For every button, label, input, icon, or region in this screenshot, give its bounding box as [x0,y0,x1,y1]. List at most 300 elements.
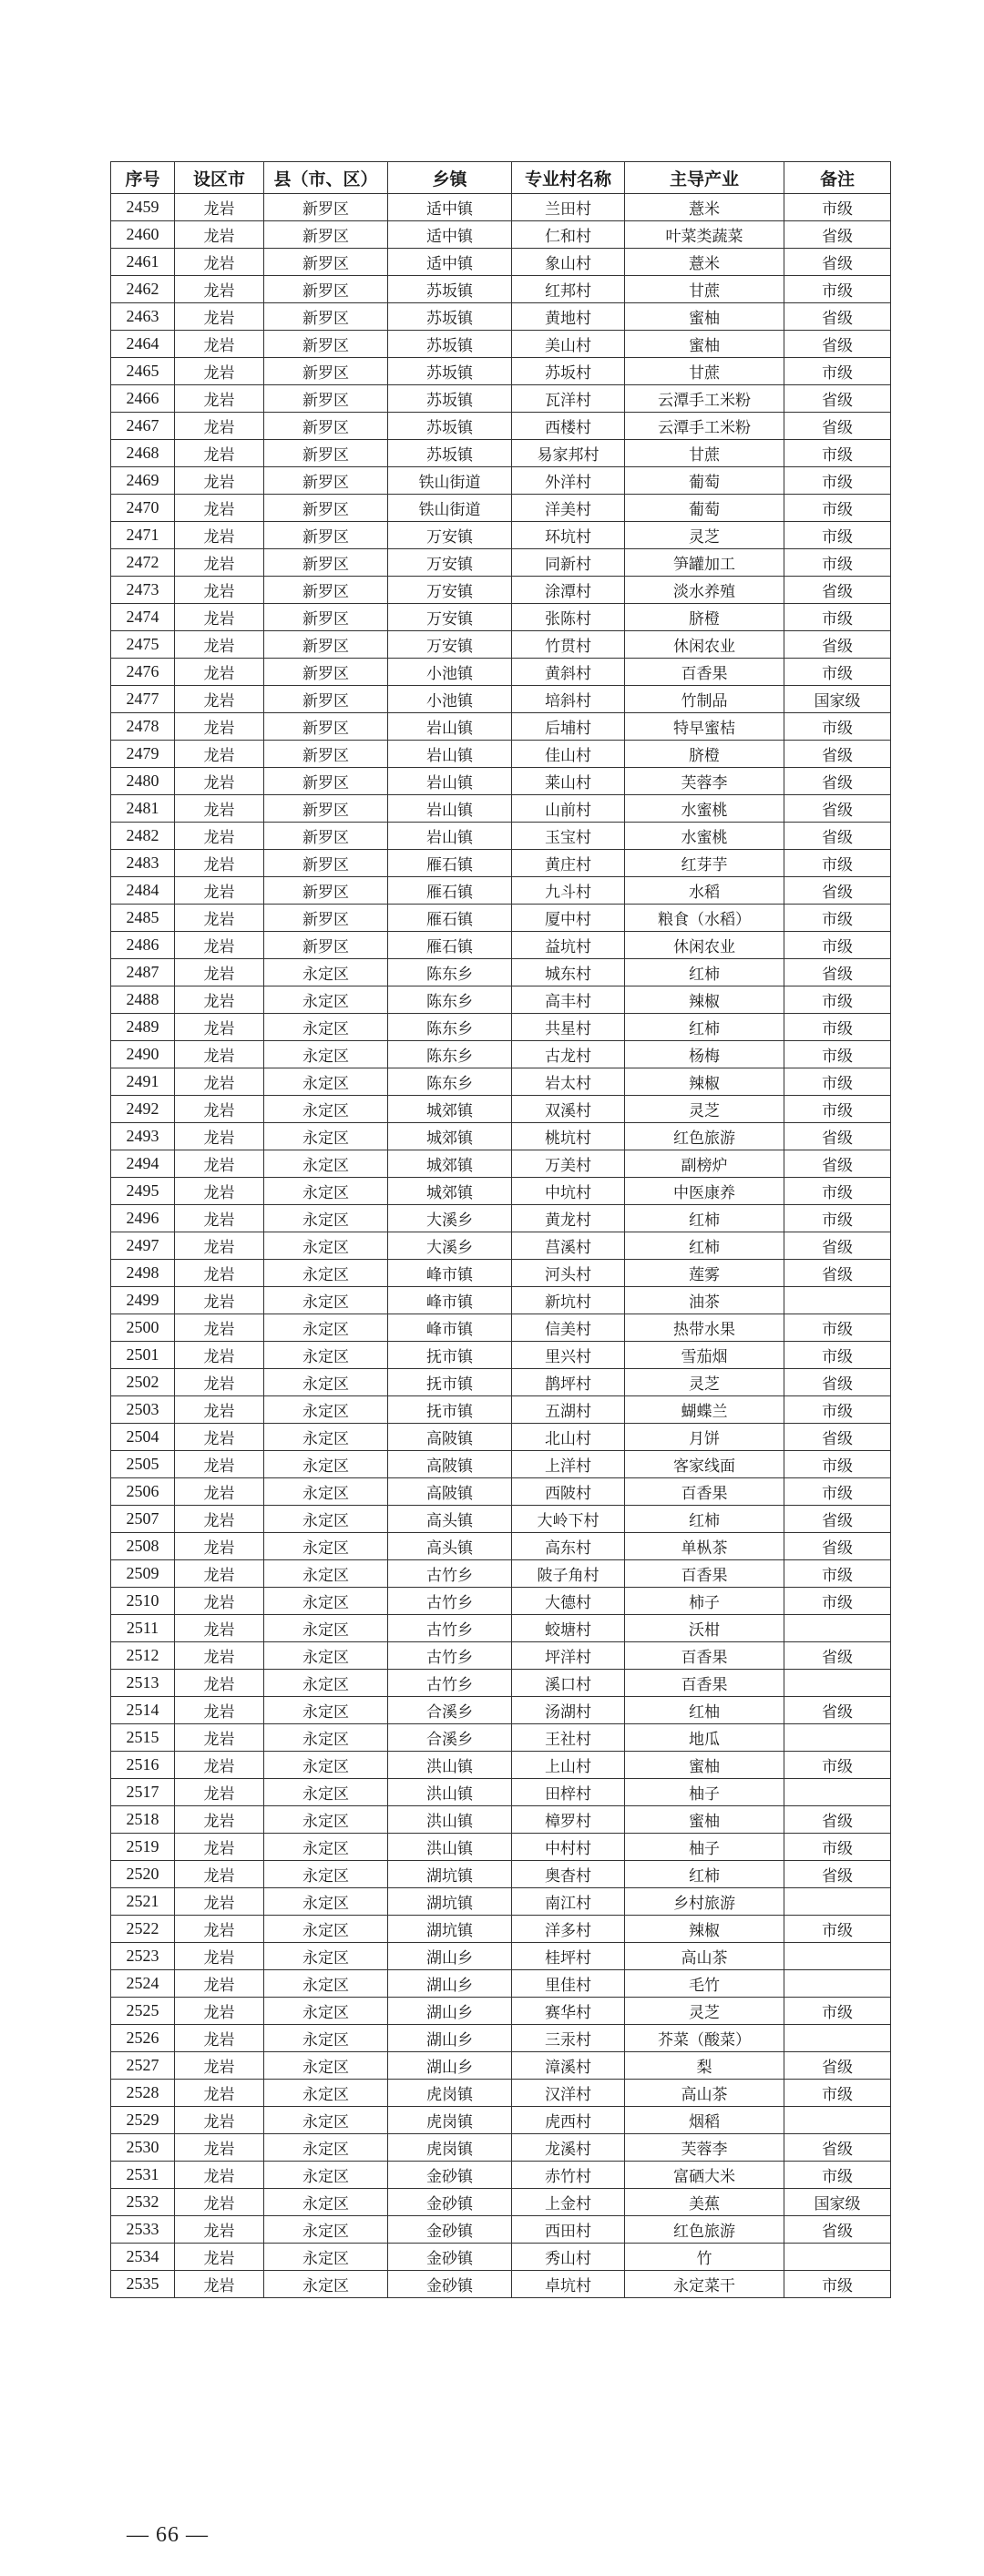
cell-industry: 辣椒 [625,1068,784,1096]
cell-city: 龙岩 [175,2271,264,2298]
table-row [111,768,891,795]
cell-county: 永定区 [264,1369,388,1396]
cell-index: 2474 [111,604,175,631]
cell-city: 龙岩 [175,1123,264,1150]
cell-remark: 省级 [784,1424,891,1451]
cell-county: 永定区 [264,1205,388,1232]
cell-industry: 柚子 [625,1779,784,1806]
cell-village: 漳溪村 [512,2052,625,2080]
cell-village: 里佳村 [512,1970,625,1998]
table-row [111,2271,891,2298]
table-row [111,713,891,741]
cell-village: 瓦洋村 [512,385,625,413]
cell-index: 2499 [111,1287,175,1314]
cell-index: 2510 [111,1588,175,1615]
cell-village: 鹊坪村 [512,1369,625,1396]
table-row [111,959,891,986]
cell-county: 新罗区 [264,795,388,823]
cell-township: 岩山镇 [388,741,512,768]
cell-township: 雁石镇 [388,877,512,905]
cell-village: 仁和村 [512,221,625,249]
cell-township: 雁石镇 [388,905,512,932]
table-row [111,631,891,659]
table-row [111,1943,891,1970]
cell-remark: 市级 [784,659,891,686]
cell-industry: 沃柑 [625,1615,784,1642]
cell-city: 龙岩 [175,1314,264,1342]
cell-county: 永定区 [264,1970,388,1998]
cell-industry: 红柿 [625,1205,784,1232]
cell-remark: 省级 [784,331,891,358]
village-industry-table [110,161,891,2298]
cell-village: 樟罗村 [512,1806,625,1834]
cell-industry: 红色旅游 [625,1123,784,1150]
cell-city: 龙岩 [175,686,264,713]
cell-index: 2466 [111,385,175,413]
cell-remark: 省级 [784,249,891,276]
cell-city: 龙岩 [175,604,264,631]
cell-remark: 市级 [784,1178,891,1205]
cell-village: 新坑村 [512,1287,625,1314]
cell-village: 兰田村 [512,194,625,221]
cell-remark [784,2107,891,2134]
cell-city: 龙岩 [175,1560,264,1588]
cell-industry: 单枞茶 [625,1533,784,1560]
cell-county: 永定区 [264,1150,388,1178]
cell-index: 2468 [111,440,175,467]
table-row [111,2025,891,2052]
cell-city: 龙岩 [175,713,264,741]
cell-county: 永定区 [264,1752,388,1779]
table-row [111,1916,891,1943]
table-row [111,604,891,631]
cell-township: 陈东乡 [388,959,512,986]
cell-index: 2475 [111,631,175,659]
cell-village: 蛟塘村 [512,1615,625,1642]
cell-county: 新罗区 [264,905,388,932]
cell-remark [784,1888,891,1916]
cell-remark: 省级 [784,1806,891,1834]
cell-industry: 辣椒 [625,1916,784,1943]
table-row [111,1096,891,1123]
cell-industry: 百香果 [625,1642,784,1670]
table-row [111,1834,891,1861]
table-row [111,986,891,1014]
cell-city: 龙岩 [175,1697,264,1724]
cell-village: 高东村 [512,1533,625,1560]
cell-industry: 淡水养殖 [625,577,784,604]
cell-county: 永定区 [264,1588,388,1615]
cell-county: 永定区 [264,1916,388,1943]
cell-township: 苏坂镇 [388,440,512,467]
cell-township: 城郊镇 [388,1178,512,1205]
cell-index: 2485 [111,905,175,932]
cell-index: 2464 [111,331,175,358]
table-row [111,1560,891,1588]
cell-city: 龙岩 [175,2216,264,2244]
cell-index: 2527 [111,2052,175,2080]
cell-index: 2509 [111,1560,175,1588]
cell-township: 高陂镇 [388,1424,512,1451]
cell-county: 新罗区 [264,221,388,249]
cell-village: 河头村 [512,1260,625,1287]
table-row [111,659,891,686]
cell-industry: 水蜜桃 [625,795,784,823]
table-row [111,823,891,850]
cell-county: 新罗区 [264,631,388,659]
cell-industry: 葡萄 [625,495,784,522]
cell-index: 2505 [111,1451,175,1478]
cell-remark [784,1670,891,1697]
cell-township: 雁石镇 [388,932,512,959]
cell-village: 坪洋村 [512,1642,625,1670]
cell-county: 永定区 [264,1314,388,1342]
cell-city: 龙岩 [175,2080,264,2107]
cell-industry: 油茶 [625,1287,784,1314]
cell-township: 陈东乡 [388,1014,512,1041]
cell-index: 2497 [111,1232,175,1260]
table-row [111,1478,891,1506]
cell-city: 龙岩 [175,440,264,467]
cell-city: 龙岩 [175,358,264,385]
cell-county: 新罗区 [264,331,388,358]
cell-village: 上山村 [512,1752,625,1779]
table-row [111,2216,891,2244]
cell-index: 2492 [111,1096,175,1123]
cell-industry: 水稻 [625,877,784,905]
cell-township: 峰市镇 [388,1260,512,1287]
table-row [111,549,891,577]
table-row [111,686,891,713]
cell-village: 上洋村 [512,1451,625,1478]
table-row [111,1861,891,1888]
cell-city: 龙岩 [175,905,264,932]
cell-township: 雁石镇 [388,850,512,877]
cell-index: 2471 [111,522,175,549]
cell-remark: 省级 [784,413,891,440]
table-row [111,2134,891,2162]
cell-industry: 芥菜（酸菜） [625,2025,784,2052]
table-row [111,1424,891,1451]
cell-index: 2476 [111,659,175,686]
cell-industry: 蜜柚 [625,303,784,331]
cell-county: 新罗区 [264,686,388,713]
cell-remark: 市级 [784,1068,891,1096]
cell-city: 龙岩 [175,2025,264,2052]
cell-village: 后埔村 [512,713,625,741]
cell-township: 城郊镇 [388,1096,512,1123]
table-row [111,1178,891,1205]
cell-index: 2529 [111,2107,175,2134]
cell-city: 龙岩 [175,659,264,686]
cell-index: 2482 [111,823,175,850]
cell-index: 2489 [111,1014,175,1041]
cell-remark: 市级 [784,2271,891,2298]
cell-index: 2532 [111,2189,175,2216]
cell-city: 龙岩 [175,1096,264,1123]
cell-index: 2470 [111,495,175,522]
cell-remark: 省级 [784,1861,891,1888]
table-row [111,1998,891,2025]
table-row [111,1752,891,1779]
header-city: 设区市 [175,162,264,194]
cell-county: 永定区 [264,2107,388,2134]
cell-county: 永定区 [264,1451,388,1478]
cell-township: 万安镇 [388,549,512,577]
cell-index: 2493 [111,1123,175,1150]
table-row [111,1150,891,1178]
cell-city: 龙岩 [175,932,264,959]
cell-remark: 省级 [784,1642,891,1670]
cell-city: 龙岩 [175,959,264,986]
cell-county: 永定区 [264,986,388,1014]
cell-index: 2463 [111,303,175,331]
cell-city: 龙岩 [175,2052,264,2080]
cell-industry: 杨梅 [625,1041,784,1068]
cell-county: 永定区 [264,2189,388,2216]
cell-village: 大德村 [512,1588,625,1615]
cell-index: 2526 [111,2025,175,2052]
table-row [111,440,891,467]
cell-village: 岩太村 [512,1068,625,1096]
cell-village: 同新村 [512,549,625,577]
cell-remark: 市级 [784,1451,891,1478]
table-row [111,467,891,495]
cell-industry: 灵芝 [625,522,784,549]
cell-township: 适中镇 [388,194,512,221]
cell-city: 龙岩 [175,1533,264,1560]
cell-village: 桃坑村 [512,1123,625,1150]
cell-city: 龙岩 [175,1478,264,1506]
header-township: 乡镇 [388,162,512,194]
cell-index: 2534 [111,2244,175,2271]
cell-township: 苏坂镇 [388,276,512,303]
cell-remark: 市级 [784,713,891,741]
cell-county: 新罗区 [264,249,388,276]
cell-industry: 梨 [625,2052,784,2080]
cell-remark [784,2025,891,2052]
cell-city: 龙岩 [175,1806,264,1834]
table-row [111,577,891,604]
cell-index: 2517 [111,1779,175,1806]
cell-industry: 百香果 [625,659,784,686]
cell-remark: 市级 [784,1834,891,1861]
cell-index: 2520 [111,1861,175,1888]
cell-township: 抚市镇 [388,1369,512,1396]
cell-township: 岩山镇 [388,823,512,850]
cell-industry: 富硒大米 [625,2162,784,2189]
cell-city: 龙岩 [175,1588,264,1615]
cell-industry: 乡村旅游 [625,1888,784,1916]
table-row [111,1014,891,1041]
cell-industry: 副榜炉 [625,1150,784,1178]
table-row [111,1970,891,1998]
table-row [111,1615,891,1642]
cell-index: 2495 [111,1178,175,1205]
cell-city: 龙岩 [175,1670,264,1697]
cell-industry: 脐橙 [625,604,784,631]
cell-village: 象山村 [512,249,625,276]
cell-index: 2496 [111,1205,175,1232]
cell-village: 共星村 [512,1014,625,1041]
cell-county: 新罗区 [264,604,388,631]
cell-township: 峰市镇 [388,1314,512,1342]
cell-village: 苏坂村 [512,358,625,385]
table-row [111,877,891,905]
cell-industry: 红柿 [625,1014,784,1041]
cell-city: 龙岩 [175,385,264,413]
cell-city: 龙岩 [175,413,264,440]
cell-industry: 灵芝 [625,1096,784,1123]
table-row [111,1506,891,1533]
cell-index: 2501 [111,1342,175,1369]
table-row [111,1123,891,1150]
cell-township: 高头镇 [388,1506,512,1533]
cell-village: 王社村 [512,1724,625,1752]
cell-index: 2481 [111,795,175,823]
table-row [111,1533,891,1560]
cell-county: 永定区 [264,1861,388,1888]
cell-index: 2507 [111,1506,175,1533]
cell-township: 古竹乡 [388,1670,512,1697]
cell-industry: 热带水果 [625,1314,784,1342]
cell-township: 洪山镇 [388,1752,512,1779]
cell-industry: 客家线面 [625,1451,784,1478]
cell-county: 新罗区 [264,440,388,467]
table-row [111,413,891,440]
cell-township: 适中镇 [388,249,512,276]
cell-county: 永定区 [264,1615,388,1642]
cell-county: 永定区 [264,1506,388,1533]
cell-county: 永定区 [264,1287,388,1314]
cell-city: 龙岩 [175,522,264,549]
cell-industry: 芙蓉李 [625,2134,784,2162]
cell-remark: 市级 [784,440,891,467]
cell-county: 永定区 [264,1724,388,1752]
cell-remark: 市级 [784,1014,891,1041]
cell-remark: 市级 [784,1998,891,2025]
cell-township: 铁山街道 [388,495,512,522]
cell-county: 永定区 [264,1888,388,1916]
cell-county: 永定区 [264,1396,388,1424]
cell-township: 苏坂镇 [388,413,512,440]
cell-village: 卓坑村 [512,2271,625,2298]
cell-township: 高陂镇 [388,1451,512,1478]
cell-county: 永定区 [264,1834,388,1861]
cell-county: 永定区 [264,1178,388,1205]
cell-remark: 市级 [784,1752,891,1779]
cell-township: 金砂镇 [388,2216,512,2244]
cell-industry: 辣椒 [625,986,784,1014]
header-industry: 主导产业 [625,162,784,194]
cell-village: 培斜村 [512,686,625,713]
cell-village: 山前村 [512,795,625,823]
cell-city: 龙岩 [175,1369,264,1396]
cell-industry: 叶菜类蔬菜 [625,221,784,249]
cell-index: 2479 [111,741,175,768]
cell-county: 永定区 [264,2271,388,2298]
cell-village: 益坑村 [512,932,625,959]
table-row [111,905,891,932]
cell-index: 2478 [111,713,175,741]
cell-township: 虎岗镇 [388,2107,512,2134]
cell-township: 峰市镇 [388,1287,512,1314]
cell-index: 2508 [111,1533,175,1560]
cell-remark [784,1287,891,1314]
cell-township: 抚市镇 [388,1396,512,1424]
cell-index: 2486 [111,932,175,959]
cell-township: 洪山镇 [388,1779,512,1806]
cell-city: 龙岩 [175,1287,264,1314]
cell-township: 古竹乡 [388,1588,512,1615]
cell-city: 龙岩 [175,2189,264,2216]
cell-index: 2524 [111,1970,175,1998]
cell-industry: 休闲农业 [625,932,784,959]
cell-township: 古竹乡 [388,1560,512,1588]
cell-industry: 红柿 [625,959,784,986]
cell-county: 永定区 [264,1096,388,1123]
cell-county: 新罗区 [264,413,388,440]
table-row [111,1342,891,1369]
cell-county: 永定区 [264,1041,388,1068]
cell-city: 龙岩 [175,221,264,249]
cell-county: 新罗区 [264,385,388,413]
table-row [111,1806,891,1834]
cell-village: 三汞村 [512,2025,625,2052]
cell-county: 永定区 [264,1478,388,1506]
cell-county: 新罗区 [264,877,388,905]
table-row [111,303,891,331]
cell-remark [784,1943,891,1970]
cell-township: 金砂镇 [388,2271,512,2298]
cell-index: 2513 [111,1670,175,1697]
cell-index: 2525 [111,1998,175,2025]
cell-index: 2480 [111,768,175,795]
cell-remark: 省级 [784,2216,891,2244]
cell-index: 2530 [111,2134,175,2162]
table-row [111,1314,891,1342]
cell-industry: 百香果 [625,1670,784,1697]
table-row [111,331,891,358]
cell-index: 2491 [111,1068,175,1096]
cell-county: 新罗区 [264,577,388,604]
cell-village: 古龙村 [512,1041,625,1068]
cell-village: 田梓村 [512,1779,625,1806]
cell-village: 九斗村 [512,877,625,905]
cell-industry: 云潭手工米粉 [625,413,784,440]
cell-remark: 省级 [784,1232,891,1260]
cell-industry: 竹 [625,2244,784,2271]
cell-city: 龙岩 [175,1041,264,1068]
table-row [111,1779,891,1806]
table-row [111,1588,891,1615]
table-row [111,276,891,303]
cell-village: 赛华村 [512,1998,625,2025]
cell-index: 2523 [111,1943,175,1970]
cell-township: 万安镇 [388,522,512,549]
table-row [111,1369,891,1396]
cell-city: 龙岩 [175,1779,264,1806]
table-row [111,1041,891,1068]
cell-county: 新罗区 [264,194,388,221]
cell-township: 苏坂镇 [388,385,512,413]
cell-remark [784,1970,891,1998]
cell-industry: 脐橙 [625,741,784,768]
cell-industry: 甘蔗 [625,358,784,385]
cell-county: 永定区 [264,1533,388,1560]
table-row [111,221,891,249]
cell-city: 龙岩 [175,331,264,358]
